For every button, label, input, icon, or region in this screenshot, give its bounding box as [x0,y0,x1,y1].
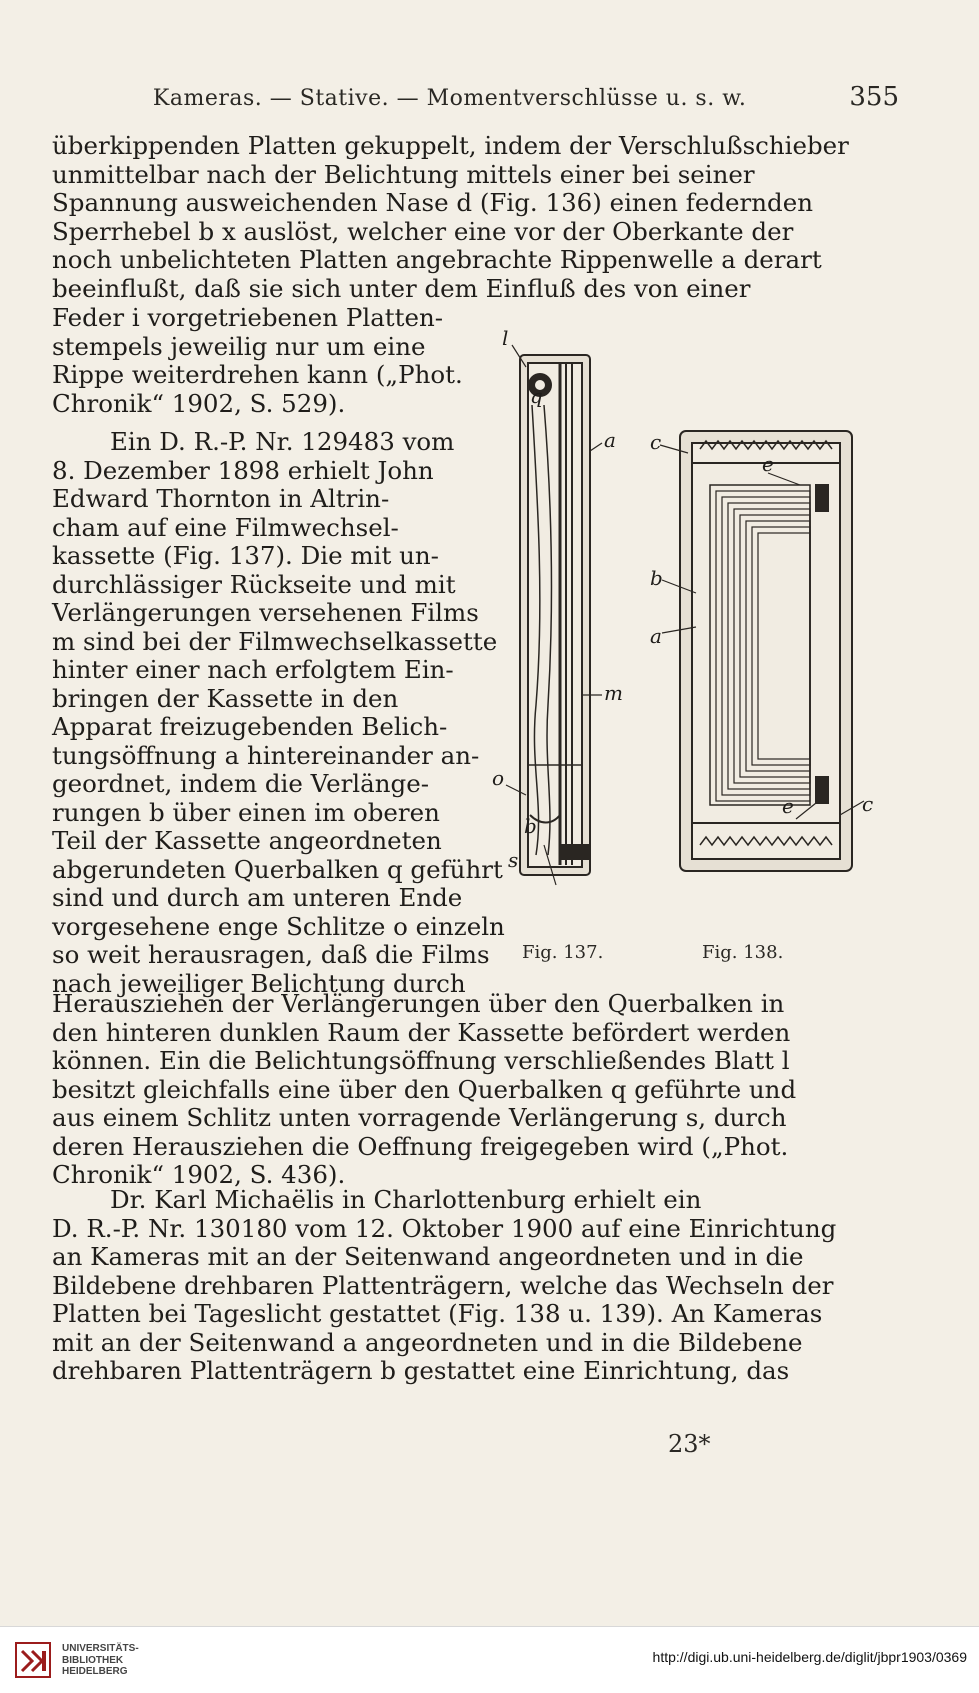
paragraph-1 [52,132,869,303]
logo-line-1: UNIVERSITÄTS- [62,1643,139,1654]
figures-illustration [492,326,880,965]
text-line: so weit herausragen, daß die Films [52,940,490,969]
header-title: Kameras. — Stative. — Momentverschlüsse u. s. w. [152,86,747,111]
text-line: Teil der Kassette angeordneten [52,826,442,855]
fig137-label-m: m [604,681,623,705]
text-line: Herausziehen der Verlängerungen über den Querbalken in [52,989,785,1018]
text-line: Rippe weiterdrehen kann („Phot. [52,360,463,389]
text-line: D. R.-P. Nr. 130180 vom 12. Oktober 1900 auf eine Einrichtung [52,1213,837,1243]
text-line: an Kameras mit an der Seitenwand angeordneten und in die [52,1242,804,1271]
text-line: durchlässiger Rückseite und mit [52,569,456,599]
fig137-caption: Fig. 137. [522,942,604,963]
text-line: hinter einer nach erfolgtem Ein- [52,655,454,684]
text-line: stempels jeweilig nur um eine [52,331,426,361]
text-line: abgerundeten Querbalken q geführt [52,854,503,884]
text-line: Feder i vorgetriebenen Platten- [52,303,444,332]
fig138-label-b: b [650,566,663,590]
text-line: bringen der Kassette in den [52,683,399,713]
fig138-label-c-bottom: c [862,792,874,816]
text-line: beeinflußt, daß sie sich unter dem Einfluß des von einer [52,273,751,303]
fig137-label-s: s [508,848,519,872]
text-line: Verlängerungen versehenen Films [52,598,479,627]
source-url-link[interactable]: http://digi.ub.uni-heidelberg.de/diglit/jbpr1903/0369 [652,1649,967,1665]
signature-mark: 23* [668,1430,711,1458]
fig138-label-c-top: c [650,430,662,454]
text-line: aus einem Schlitz unten vorragende Verlängerung s, durch [52,1103,787,1132]
text-line: mit an der Seitenwand a angeordneten und in die Bildebene [52,1327,803,1357]
paragraph-2 [52,427,505,998]
text-line: sind und durch am unteren Ende [52,883,463,912]
paragraph-3 [52,1186,869,1386]
logo-line-2: BIBLIOTHEK [62,1654,124,1666]
fig137-label-l: l [502,326,509,350]
text-line: deren Herausziehen die Oeffnung freigegeben wird („Phot. [52,1131,789,1161]
fig138-label-a: a [650,624,662,648]
text-line: Chronik“ 1902, S. 529). [52,388,346,418]
text-line: unmittelbar nach der Belichtung mittels einer bei seiner [52,159,755,189]
university-seal-icon [12,1637,58,1683]
fig137-label-q: q [530,384,543,408]
fig138-label-e-bottom: e [782,794,794,818]
text-line: können. Ein die Belichtungsöffnung verschließendes Blatt l [52,1046,790,1075]
fig137-label-b: b [524,814,537,838]
logo-line-3: HEIDELBERG [62,1666,128,1677]
text-line: Bildebene drehbaren Plattenträgern, welche das Wechseln der [52,1270,834,1300]
text-line: rungen b über einen im oberen [52,797,440,827]
text-line: Chronik“ 1902, S. 436). [52,1160,346,1189]
running-header [50,82,899,112]
text-line: Spannung ausweichenden Nase d (Fig. 136) einen federnden [52,188,813,217]
fig137-label-o: o [492,766,505,790]
text-line: Platten bei Tageslicht gestattet (Fig. 138 u. 139). An Kameras [52,1299,823,1328]
fig138-drawing [660,431,864,871]
page-number: 355 [849,82,899,112]
footer-bar [0,1626,979,1693]
text-line: tungsöffnung a hintereinander an- [52,740,480,770]
text-line: noch unbelichteten Platten angebrachte Rippenwelle a derart [52,245,822,274]
text-line: geordnet, indem die Verlänge- [52,769,429,798]
text-line: nach jeweiliger Belichtung durch [52,968,466,998]
text-line: kassette (Fig. 137). Die mit un- [52,541,439,570]
text-line: Sperrhebel b x auslöst, welcher eine vor der Oberkante der [52,216,794,246]
text-line: Apparat freizugebenden Belich- [52,712,448,741]
text-line: cham auf eine Filmwechsel- [52,512,399,542]
text-line: m sind bei der Filmwechselkassette [52,626,498,656]
text-line: Ein D. R.-P. Nr. 129483 vom [110,427,455,456]
text-line: 8. Dezember 1898 erhielt John [52,455,434,485]
fig138-label-e-top: e [762,452,774,476]
fig137-drawing [506,345,602,885]
text-line: Edward Thornton in Altrin- [52,484,390,513]
text-line: vorgesehene enge Schlitze o einzeln [52,911,505,941]
paragraph-1-narrow [52,304,502,418]
text-line: besitzt gleichfalls eine über den Querbalken q geführte und [52,1074,797,1104]
fig138-caption: Fig. 138. [702,942,784,963]
text-line: überkippenden Platten gekuppelt, indem der Verschlußschieber [52,131,849,160]
text-line: den hinteren dunklen Raum der Kassette befördert werden [52,1017,791,1047]
library-logo-text [62,1643,139,1678]
text-line: drehbaren Plattenträgern b gestattet eine Einrichtung, das [52,1356,790,1385]
fig137-label-a: a [604,428,616,452]
paragraph-2-continued [52,990,869,1190]
text-line: Dr. Karl Michaëlis in Charlottenburg erhielt ein [110,1185,702,1214]
